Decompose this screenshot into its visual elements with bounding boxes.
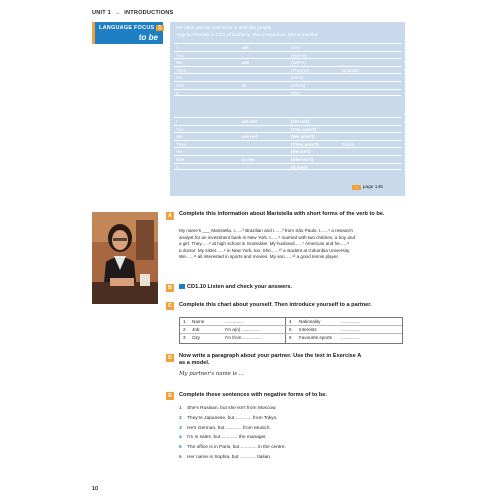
field-label: Nationality	[299, 319, 321, 324]
row-number: 3	[183, 335, 186, 341]
item-number: 6	[179, 454, 182, 460]
row-number: 5	[289, 327, 292, 333]
language-focus-topic: to be	[138, 33, 158, 42]
row-number: 6	[289, 335, 292, 341]
row-number: 2	[183, 327, 186, 333]
table-row	[174, 132, 401, 140]
short-form: (He isn't)	[291, 149, 311, 155]
section-c-letter: C	[166, 302, 174, 310]
grammar-intro	[176, 25, 319, 38]
section-a-line: analyst for an investment bank in New York. I......⁵ married with two children, a boy and	[179, 234, 356, 240]
short-form: (He's)	[291, 75, 304, 81]
section-e-title: Complete these sentences with negative forms of to be.	[179, 392, 327, 398]
positive-table	[174, 43, 401, 96]
field-label: Name	[192, 319, 205, 324]
section-a-line: a doctor. My sister......⁹ in New York, too. She......¹⁰ a student at Columbia University.	[179, 247, 351, 253]
personal-info-chart	[179, 317, 403, 344]
item-number: 2	[179, 415, 182, 421]
subject: He	[176, 75, 182, 81]
verb: is not	[242, 156, 255, 162]
field-blank[interactable]: ...............	[341, 327, 361, 333]
row-number: 4	[289, 319, 292, 324]
verb: is	[242, 82, 246, 88]
item-text: She's Russian, but she isn't from Moscow.	[187, 406, 277, 411]
section-a-line: We......¹¹ all interested in sports and movies. My son......¹² a good tennis player.	[179, 254, 340, 259]
section-d-letter: D	[166, 354, 174, 362]
subject: He	[176, 149, 182, 155]
page-reference-text: page 145	[362, 185, 383, 190]
item-number: 5	[179, 445, 182, 451]
subject: We	[176, 134, 183, 140]
item-text: I'm in sales, but ............ the manager.	[187, 435, 267, 441]
section-b-text: CD1.10 Listen and check your answers.	[187, 284, 293, 290]
table-row	[174, 89, 401, 97]
short-form: (They're)	[291, 67, 310, 73]
short-form: (We aren't)	[291, 134, 315, 140]
grammar-intro-text: We often use the verb to be to describe people.	[176, 25, 273, 30]
short-form: (It isn't)	[291, 164, 308, 170]
section-e-letter: E	[166, 392, 174, 400]
table-row	[174, 66, 401, 74]
grammar-example: Angela Ahrendts is CEO of Burberry. She is American. She is married.	[176, 31, 319, 37]
item-text: He's German, but ............ from Munich.	[187, 425, 271, 431]
table-row	[180, 326, 402, 334]
negative-table	[174, 117, 401, 170]
grammar-box	[170, 22, 405, 196]
section-b-title	[179, 284, 404, 291]
subject: They	[176, 141, 187, 147]
subject: You	[176, 52, 184, 58]
verb: am	[242, 45, 249, 50]
short-form: (I'm not)	[291, 119, 309, 124]
section-a-text	[179, 228, 405, 261]
table-row	[174, 117, 401, 125]
section-a-title: Complete this information about Maristella with short forms of the verb to be.	[179, 211, 385, 217]
verb: are not	[242, 134, 258, 140]
section-a-line: My name's ___ Maristella. I......² Brazilian and I......³ from São Paulo. I......⁴ a research	[179, 228, 353, 233]
audio-cd-icon[interactable]	[179, 284, 185, 289]
woman-portrait-icon	[92, 212, 158, 304]
table-row	[174, 58, 401, 66]
table-row	[174, 140, 401, 148]
language-focus-label	[92, 22, 163, 44]
subject: I	[176, 119, 178, 124]
section-a-line: a girl. They......⁶ at high school in Scarsdale. My husband......⁷ American and he......⁸	[179, 241, 350, 246]
item-text: The office is in Paris, but ............ in the centre.	[187, 445, 286, 451]
field-blank[interactable]: ...............	[225, 319, 245, 324]
section-c-title: Complete this chart about yourself. Then introduce yourself to a partner.	[179, 302, 372, 308]
subject: She	[176, 82, 185, 88]
arrow-right-icon: →	[354, 185, 359, 190]
field-label: Job	[192, 327, 200, 333]
item-text: They're Japanese, but ............ from Tokyo.	[187, 415, 278, 421]
page-reference-link[interactable]	[352, 185, 383, 190]
table-row	[174, 73, 401, 81]
short-form: (I'm)	[291, 45, 301, 50]
unit-section-title: INTRODUCTIONS	[124, 10, 174, 16]
subject: You	[176, 126, 184, 132]
table-row	[174, 43, 401, 51]
section-b-letter: B	[166, 284, 174, 292]
subject: It	[176, 90, 179, 96]
subject: It	[176, 164, 179, 170]
language-focus-title: LANGUAGE FOCUS	[99, 25, 155, 31]
subject: She	[176, 156, 185, 162]
short-form: (We're)	[291, 60, 306, 66]
field-blank[interactable]: ...............	[341, 319, 361, 324]
table-row	[174, 163, 401, 171]
item-number: 4	[179, 435, 182, 441]
row-number: 1	[183, 319, 186, 324]
complement: Spanish.	[342, 67, 360, 73]
table-row	[174, 155, 401, 163]
subject: I	[176, 45, 178, 50]
field-blank[interactable]: I'm a(n) ...............	[225, 327, 261, 333]
item-number: 1	[179, 406, 182, 411]
table-row	[174, 125, 401, 133]
item-number: 3	[179, 425, 182, 431]
table-row	[174, 51, 401, 59]
table-row	[180, 318, 402, 326]
maristella-photo	[92, 212, 158, 304]
page-number: 10	[92, 486, 98, 492]
complement: Italian.	[342, 141, 356, 147]
field-blank[interactable]: I'm from ...............	[225, 335, 262, 341]
field-label: City	[192, 335, 200, 341]
table-row	[174, 81, 401, 89]
table-row	[180, 334, 402, 342]
verb: am not	[242, 119, 258, 124]
unit-arrows-icon: ↔	[114, 10, 121, 16]
subject: They	[176, 67, 187, 73]
section-d-example: My partner's name is ...	[179, 371, 244, 377]
short-form: (She's)	[291, 82, 306, 88]
short-form: (You're)	[291, 52, 307, 58]
short-form: (They aren't)	[291, 141, 319, 147]
table-row	[174, 147, 401, 155]
subject: We	[176, 60, 183, 66]
section-d-title: Now write a paragraph about your partner. Use the text in Exercise A as a model.	[179, 353, 362, 367]
item-text: Her name is Sophia, but ............ Italian.	[187, 454, 272, 460]
short-form: (It's)	[291, 90, 300, 96]
unit-label: UNIT 1	[92, 10, 111, 16]
short-form: (You aren't)	[291, 126, 316, 132]
unit-header	[92, 10, 173, 16]
field-blank[interactable]: ...............	[341, 335, 361, 341]
language-focus-number: 1	[158, 25, 162, 31]
field-label: Interests	[299, 327, 317, 333]
field-label: Favourite sports	[299, 335, 332, 341]
verb: are	[242, 60, 249, 66]
section-a-letter: A	[166, 212, 174, 220]
short-form: (She isn't)	[291, 156, 314, 162]
